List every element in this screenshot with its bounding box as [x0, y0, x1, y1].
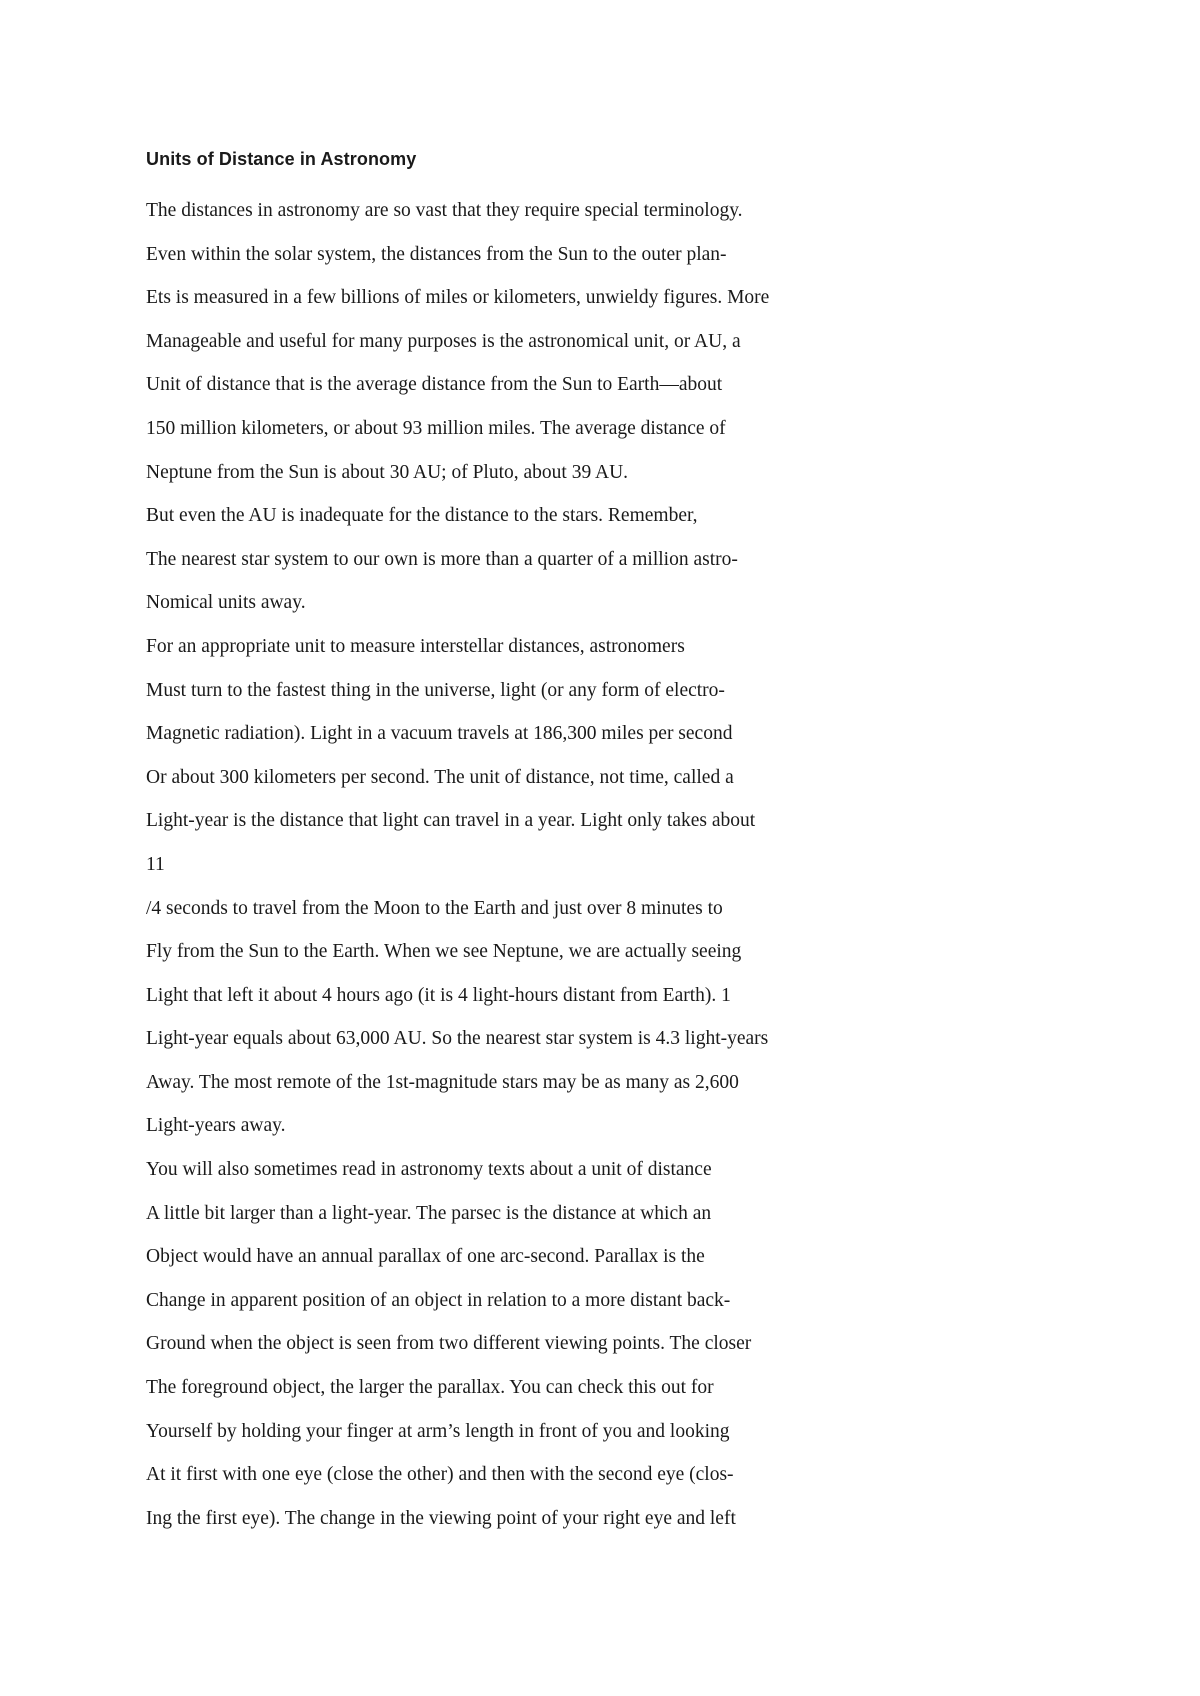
text-line: Must turn to the fastest thing in the universe, light (or any form of electro- [146, 679, 725, 701]
text-line: Ing the first eye). The change in the viewing point of your right eye and left [146, 1507, 736, 1529]
text-line: Even within the solar system, the distances from the Sun to the outer plan- [146, 243, 727, 265]
text-line: Away. The most remote of the 1st-magnitude stars may be as many as 2,600 [146, 1071, 739, 1093]
text-line: Ets is measured in a few billions of miles or kilometers, unwieldy figures. More [146, 287, 770, 309]
text-line: You will also sometimes read in astronomy texts about a unit of distance [146, 1159, 712, 1181]
text-line: At it first with one eye (close the other) and then with the second eye (clos- [146, 1464, 734, 1486]
text-line: /4 seconds to travel from the Moon to the Earth and just over 8 minutes to [146, 897, 723, 919]
text-line: Or about 300 kilometers per second. The unit of distance, not time, called a [146, 766, 734, 788]
text-line: Unit of distance that is the average distance from the Sun to Earth—about [146, 374, 723, 396]
text-line: A little bit larger than a light-year. The parsec is the distance at which an [146, 1202, 712, 1224]
text-line: The nearest star system to our own is more than a quarter of a million astro- [146, 548, 738, 570]
text-line: The foreground object, the larger the parallax. You can check this out for [146, 1377, 714, 1399]
text-line: Manageable and useful for many purposes is the astronomical unit, or AU, a [146, 330, 741, 352]
text-line: Light-years away. [146, 1115, 286, 1137]
text-line: Nomical units away. [146, 592, 306, 614]
text-line: Light-year is the distance that light can travel in a year. Light only takes about [146, 810, 756, 832]
text-line: Yourself by holding your finger at arm’s length in front of you and looking [146, 1420, 730, 1442]
document-page [146, 145, 1146, 1540]
text-line: Ground when the object is seen from two different viewing points. The closer [146, 1333, 752, 1355]
text-line: 11 [146, 853, 165, 875]
text-line: Magnetic radiation). Light in a vacuum travels at 186,300 miles per second [146, 723, 733, 745]
text-line: Light that left it about 4 hours ago (it is 4 light-hours distant from Earth). 1 [146, 984, 731, 1006]
text-line: Object would have an annual parallax of one arc-second. Parallax is the [146, 1246, 705, 1268]
text-line: The distances in astronomy are so vast that they require special terminology. [146, 200, 743, 221]
text-line: Change in apparent position of an object in relation to a more distant back- [146, 1289, 731, 1311]
text-line: 150 million kilometers, or about 93 million miles. The average distance of [146, 417, 726, 439]
document-title: Units of Distance in Astronomy [146, 149, 417, 169]
document-body [146, 189, 1146, 1540]
text-line: For an appropriate unit to measure interstellar distances, astronomers [146, 635, 685, 657]
text-line: Neptune from the Sun is about 30 AU; of Pluto, about 39 AU. [146, 461, 629, 483]
text-line: Light-year equals about 63,000 AU. So the nearest star system is 4.3 light-years [146, 1028, 769, 1050]
text-line: But even the AU is inadequate for the distance to the stars. Remember, [146, 505, 698, 527]
text-line: Fly from the Sun to the Earth. When we see Neptune, we are actually seeing [146, 941, 742, 963]
